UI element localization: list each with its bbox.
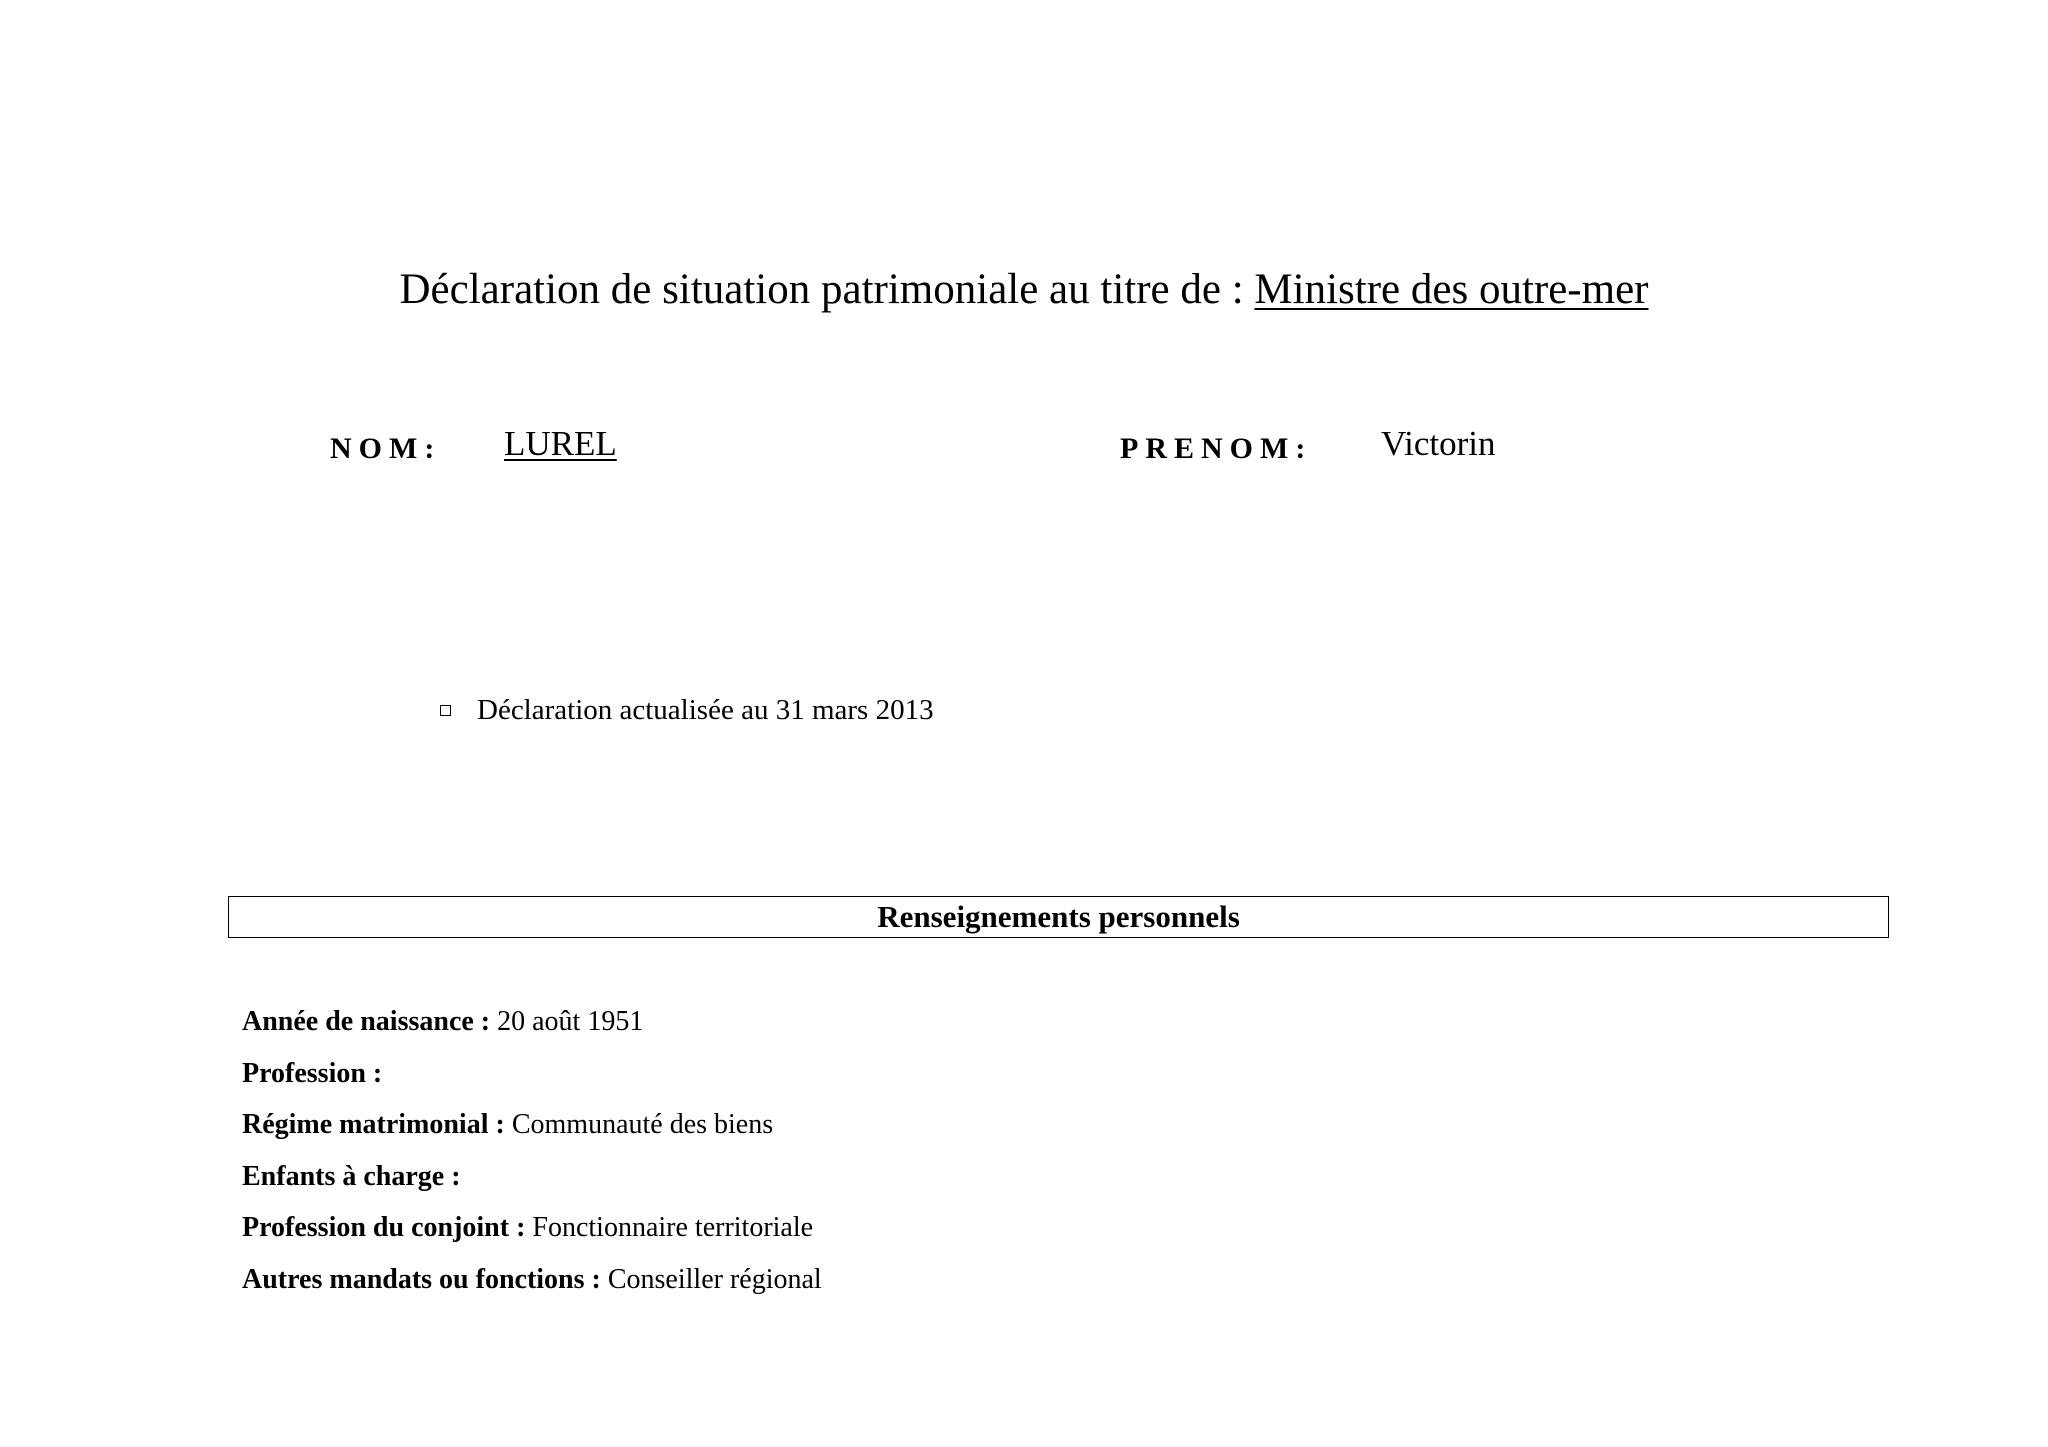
info-row-profession (242, 1054, 822, 1106)
section-title: Renseignements personnels (877, 899, 1240, 934)
update-note (440, 690, 934, 730)
prenom-value: Victorin (1381, 424, 1496, 463)
info-value: Conseiller régional (607, 1263, 822, 1295)
info-value: Communauté des biens (511, 1109, 774, 1140)
info-label: Autres mandats ou fonctions : (242, 1263, 608, 1295)
nom-label: NOM: (330, 432, 442, 465)
prenom-label: PRENOM: (1120, 432, 1313, 465)
info-label: Enfants à charge : (242, 1160, 461, 1192)
update-note-text: Déclaration actualisée au 31 mars 2013 (477, 694, 934, 726)
info-label: Profession du conjoint : (242, 1212, 533, 1243)
info-label: Profession : (242, 1057, 383, 1089)
info-label: Régime matrimonial : (242, 1109, 512, 1140)
personal-info-list (242, 1002, 822, 1311)
info-row-birth (242, 1002, 822, 1054)
info-row-spouse-profession (242, 1208, 822, 1260)
info-value: 20 août 1951 (497, 1006, 644, 1037)
info-row-other-mandates (242, 1260, 822, 1312)
info-row-matrimonial (242, 1105, 822, 1157)
title-prefix: Déclaration de situation patrimoniale au titre de : (399, 266, 1255, 313)
info-value: Fonctionnaire territoriale (532, 1212, 814, 1243)
section-header (228, 896, 1889, 938)
info-label: Année de naissance : (242, 1006, 498, 1037)
title-role: Ministre des outre-mer (1254, 266, 1649, 313)
nom-value: LUREL (504, 424, 617, 463)
info-row-children (242, 1157, 822, 1209)
document-title (0, 262, 2048, 318)
checkbox-bullet-icon (440, 705, 451, 716)
